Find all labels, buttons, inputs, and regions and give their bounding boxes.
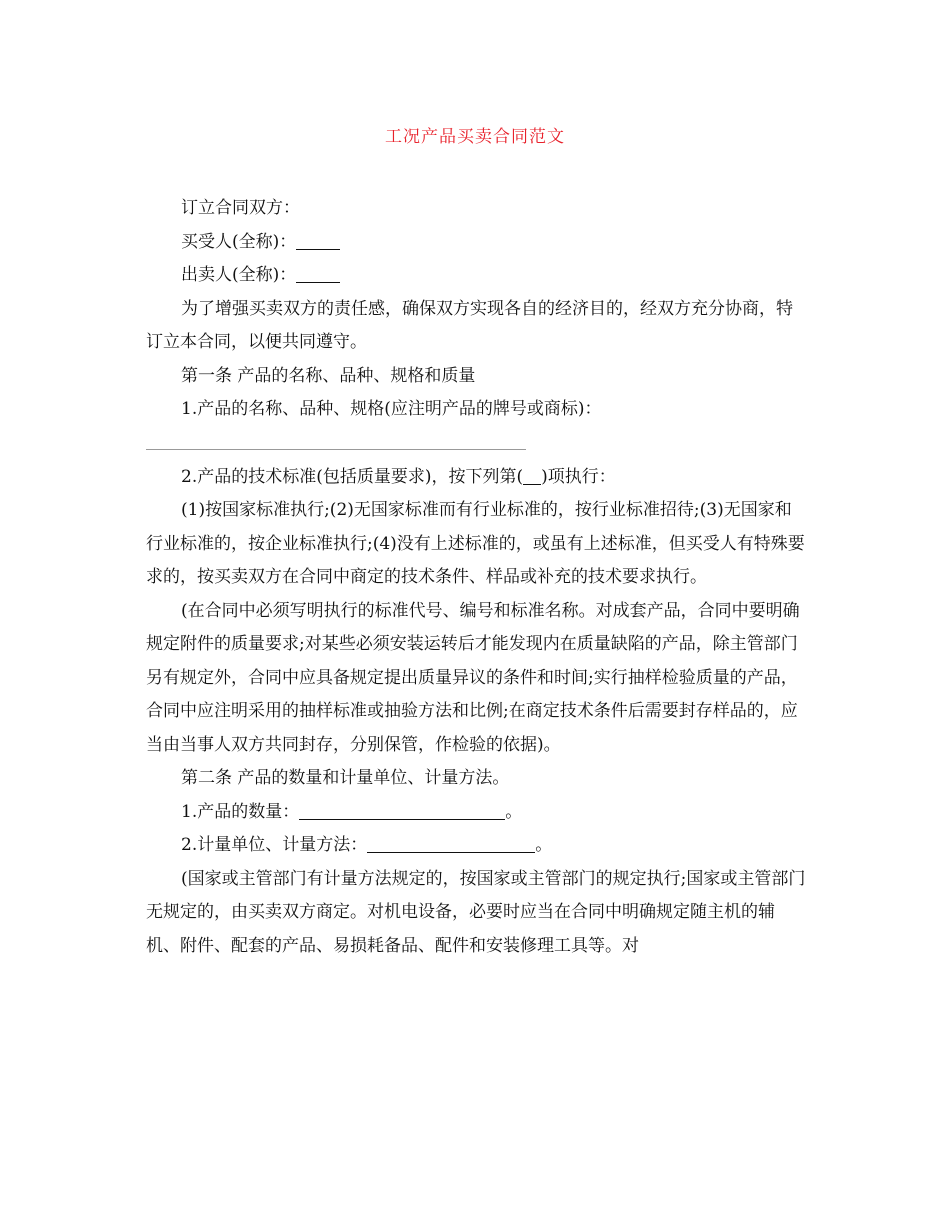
document-title: 工况产品买卖合同范文 — [385, 127, 565, 147]
note-1-paragraph: (在合同中必须写明执行的标准代号、编号和标准名称。对成套产品，合同中要明确规定附件的质量要求;对某些必须安装运转后才能发现内在质量缺陷的产品，除主管部门另有规定外，合同中应具备规定提出质量异议的条件和时间;实行抽样检验质量的产品，合同中应注明采用的抽样标准或抽验方法和比例;在商定技术条件后需要封存样品的，应当由当事人双方共同封存，分别保管，作检验的依据)。 — [146, 600, 800, 755]
item-2-2 — [146, 829, 806, 863]
standards-paragraph: (1)按国家标准执行;(2)无国家标准而有行业标准的，按行业标准招待;(3)无国家和行业标准的，按企业标准执行;(4)没有上述标准的，或虽有上述标准，但买受人有特殊要求的，按买卖双方在合同中商定的技术条件、样品或补充的技术要求执行。 — [146, 500, 805, 587]
seller-blank — [296, 264, 340, 283]
item-1-2-pre: 2.产品的技术标准(包括质量要求)，按下列第( — [181, 466, 524, 487]
item-2-2-label: 2.计量单位、计量方法： — [181, 835, 368, 855]
item-2-2-period: 。 — [535, 835, 553, 855]
buyer-blank — [296, 231, 340, 250]
article-2-title: 第二条 产品的数量和计量单位、计量方法。 — [181, 768, 510, 788]
document-body — [146, 192, 806, 963]
item-1-2-blank — [523, 466, 541, 485]
item-2-1-period: 。 — [505, 801, 523, 822]
item-2-1-label: 1.产品的数量： — [181, 801, 300, 822]
seller-line — [146, 259, 806, 293]
fill-in-rule — [146, 427, 526, 450]
note-2-paragraph: (国家或主管部门有计量方法规定的，按国家或主管部门的规定执行;国家或主管部门无规定的，由买卖双方商定。对机电设备，必要时应当在合同中明确规定随主机的辅机、附件、配套的产品、易损耗备品、配件和安装修理工具等。对 — [146, 868, 806, 956]
item-1-2-post: )项执行： — [541, 466, 616, 487]
item-2-1-blank — [299, 801, 505, 820]
purpose-paragraph: 为了增强买卖双方的责任感，确保双方实现各自的经济目的，经双方充分协商，特订立本合同，以便共同遵守。 — [146, 298, 793, 352]
item-1-2 — [146, 461, 806, 495]
buyer-line — [146, 226, 806, 260]
item-1-1: 1.产品的名称、品种、规格(应注明产品的牌号或商标)： — [181, 399, 602, 419]
seller-label: 出卖人(全称)： — [181, 265, 297, 285]
item-2-1 — [146, 796, 806, 830]
article-1-title: 第一条 产品的名称、品种、规格和质量 — [181, 365, 476, 386]
buyer-label: 买受人(全称)： — [181, 231, 297, 252]
item-2-2-blank — [367, 834, 535, 853]
parties-intro: 订立合同双方： — [181, 198, 300, 218]
